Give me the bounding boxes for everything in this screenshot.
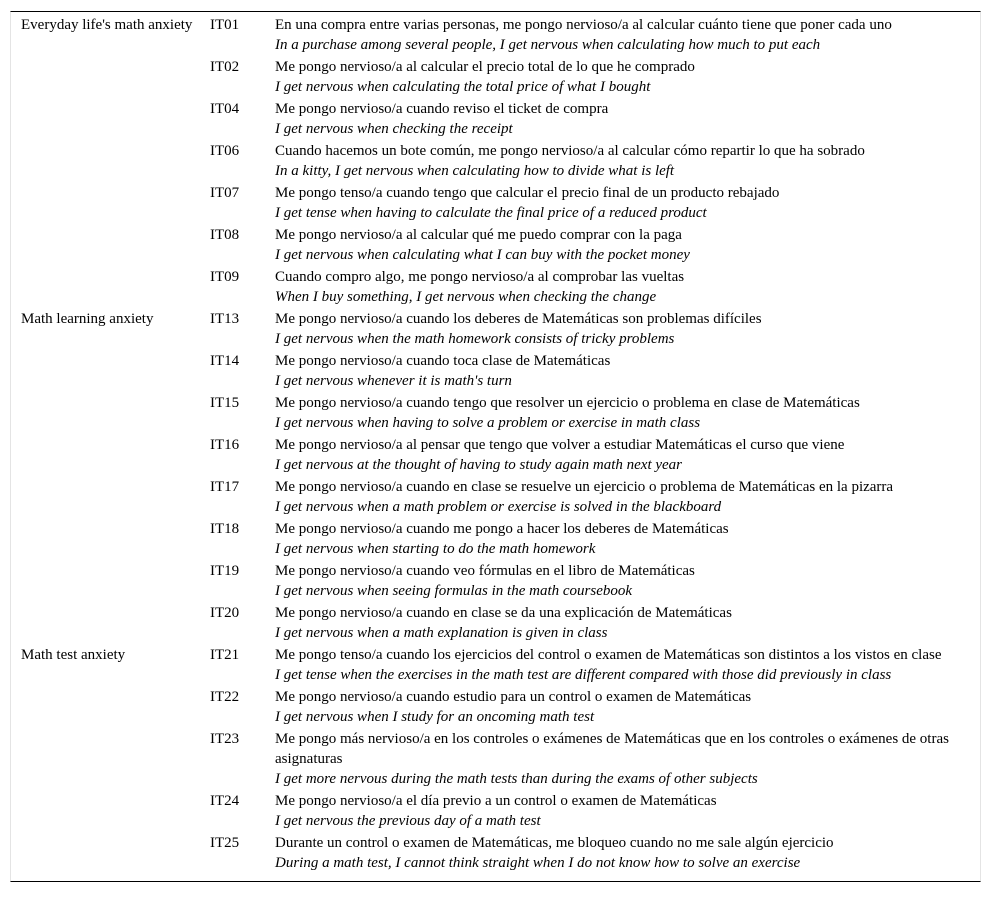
item-code: IT16 (210, 437, 240, 453)
item-text (275, 729, 980, 791)
group-label: Math test anxiety (21, 647, 126, 663)
item-text-spanish: En una compra entre varias personas, me pongo nervioso/a al calcular cuánto tiene que poner cada uno (275, 17, 892, 33)
item-text-english: I get tense when having to calculate the final price of a reduced product (275, 205, 707, 221)
item-text (275, 603, 980, 645)
item-code: IT02 (210, 59, 240, 75)
item-code: IT14 (210, 353, 240, 369)
item-text (275, 791, 980, 833)
item-text (275, 267, 980, 309)
item-text-english: In a purchase among several people, I get nervous when calculating how much to put each (275, 37, 821, 53)
item-code: IT24 (210, 793, 240, 809)
item-text (275, 645, 980, 687)
item-text-english: I get nervous when starting to do the math homework (275, 541, 596, 557)
item-text-english: I get nervous when having to solve a problem or exercise in math class (275, 415, 701, 431)
item-text-english: I get nervous when seeing formulas in the math coursebook (275, 583, 633, 599)
table-row (11, 309, 980, 351)
item-text-english: I get nervous when I study for an oncoming math test (275, 709, 595, 725)
item-code: IT04 (210, 101, 240, 117)
item-text-spanish: Me pongo nervioso/a cuando tengo que resolver un ejercicio o problema en clase de Matemáticas (275, 395, 860, 411)
item-text (275, 435, 980, 477)
item-text-english: I get more nervous during the math tests than during the exams of other subjects (275, 771, 758, 787)
item-code: IT07 (210, 185, 240, 201)
item-text-spanish: Me pongo nervioso/a cuando veo fórmulas en el libro de Matemáticas (275, 563, 695, 579)
item-text-english: I get nervous when calculating what I can buy with the pocket money (275, 247, 690, 263)
item-code: IT19 (210, 563, 240, 579)
item-text-spanish: Me pongo nervioso/a el día previo a un control o examen de Matemáticas (275, 793, 717, 809)
table-row (11, 645, 980, 687)
item-text-english: I get tense when the exercises in the math test are different compared with those did previously in class (275, 667, 892, 683)
item-text-spanish: Cuando compro algo, me pongo nervioso/a al comprobar las vueltas (275, 269, 685, 285)
item-code: IT13 (210, 311, 240, 327)
group-label: Math learning anxiety (21, 311, 154, 327)
item-text-spanish: Me pongo nervioso/a cuando en clase se resuelve un ejercicio o problema de Matemáticas en la pizarra (275, 479, 894, 495)
items-table-body (11, 15, 980, 875)
item-code: IT06 (210, 143, 240, 159)
item-text (275, 687, 980, 729)
item-text (275, 225, 980, 267)
item-text-english: During a math test, I cannot think straight when I do not know how to solve an exercise (275, 855, 801, 871)
item-text-spanish: Cuando hacemos un bote común, me pongo nervioso/a al calcular cómo repartir lo que ha sobrado (275, 143, 865, 159)
table-row (11, 15, 980, 57)
item-text (275, 833, 980, 875)
item-code: IT09 (210, 269, 240, 285)
item-text-english: I get nervous when checking the receipt (275, 121, 513, 137)
item-text-spanish: Me pongo tenso/a cuando tengo que calcular el precio final de un producto rebajado (275, 185, 780, 201)
item-text-english: I get nervous the previous day of a math test (275, 813, 541, 829)
item-text (275, 309, 980, 351)
item-text-spanish: Me pongo nervioso/a al calcular qué me puedo comprar con la paga (275, 227, 682, 243)
item-text-spanish: Me pongo nervioso/a al pensar que tengo que volver a estudiar Matemáticas el curso que viene (275, 437, 845, 453)
item-text-english: I get nervous when a math problem or exercise is solved in the blackboard (275, 499, 722, 515)
item-code: IT08 (210, 227, 240, 243)
items-table (11, 15, 980, 875)
item-text (275, 351, 980, 393)
item-text-english: In a kitty, I get nervous when calculating how to divide what is left (275, 163, 675, 179)
item-text-spanish: Me pongo nervioso/a cuando los deberes de Matemáticas son problemas difíciles (275, 311, 762, 327)
item-text-spanish: Me pongo nervioso/a cuando en clase se da una explicación de Matemáticas (275, 605, 732, 621)
item-code: IT18 (210, 521, 240, 537)
item-text-english: I get nervous when a math explanation is given in class (275, 625, 608, 641)
item-text-english: I get nervous whenever it is math's turn (275, 373, 512, 389)
item-text (275, 141, 980, 183)
item-text (275, 477, 980, 519)
item-text-spanish: Me pongo nervioso/a cuando reviso el ticket de compra (275, 101, 609, 117)
item-text (275, 15, 980, 57)
item-text-english: I get nervous at the thought of having to study again math next year (275, 457, 683, 473)
item-text-spanish: Me pongo nervioso/a al calcular el precio total de lo que he comprado (275, 59, 695, 75)
item-text (275, 57, 980, 99)
item-code: IT20 (210, 605, 240, 621)
item-code: IT23 (210, 731, 240, 747)
item-text-english: When I buy something, I get nervous when checking the change (275, 289, 657, 305)
item-text-spanish: Me pongo nervioso/a cuando toca clase de Matemáticas (275, 353, 611, 369)
item-text-spanish: Me pongo nervioso/a cuando me pongo a hacer los deberes de Matemáticas (275, 521, 729, 537)
item-text (275, 393, 980, 435)
item-text (275, 561, 980, 603)
item-code: IT01 (210, 17, 240, 33)
item-text-spanish: Durante un control o examen de Matemáticas, me bloqueo cuando no me sale algún ejercicio (275, 835, 834, 851)
items-table-container (10, 11, 981, 882)
item-code: IT22 (210, 689, 240, 705)
item-text-spanish: Me pongo más nervioso/a en los controles o exámenes de Matemáticas que en los controles o exámenes de otras asignaturas (275, 731, 949, 767)
item-text (275, 519, 980, 561)
item-text-spanish: Me pongo nervioso/a cuando estudio para un control o examen de Matemáticas (275, 689, 752, 705)
group-label: Everyday life's math anxiety (21, 17, 193, 33)
item-text-english: I get nervous when calculating the total price of what I bought (275, 79, 651, 95)
item-text (275, 99, 980, 141)
item-code: IT17 (210, 479, 240, 495)
item-text (275, 183, 980, 225)
item-code: IT21 (210, 647, 240, 663)
item-text-spanish: Me pongo tenso/a cuando los ejercicios del control o examen de Matemáticas son distintos a los vistos en clase (275, 647, 942, 663)
item-code: IT25 (210, 835, 240, 851)
item-code: IT15 (210, 395, 240, 411)
item-text-english: I get nervous when the math homework consists of tricky problems (275, 331, 675, 347)
